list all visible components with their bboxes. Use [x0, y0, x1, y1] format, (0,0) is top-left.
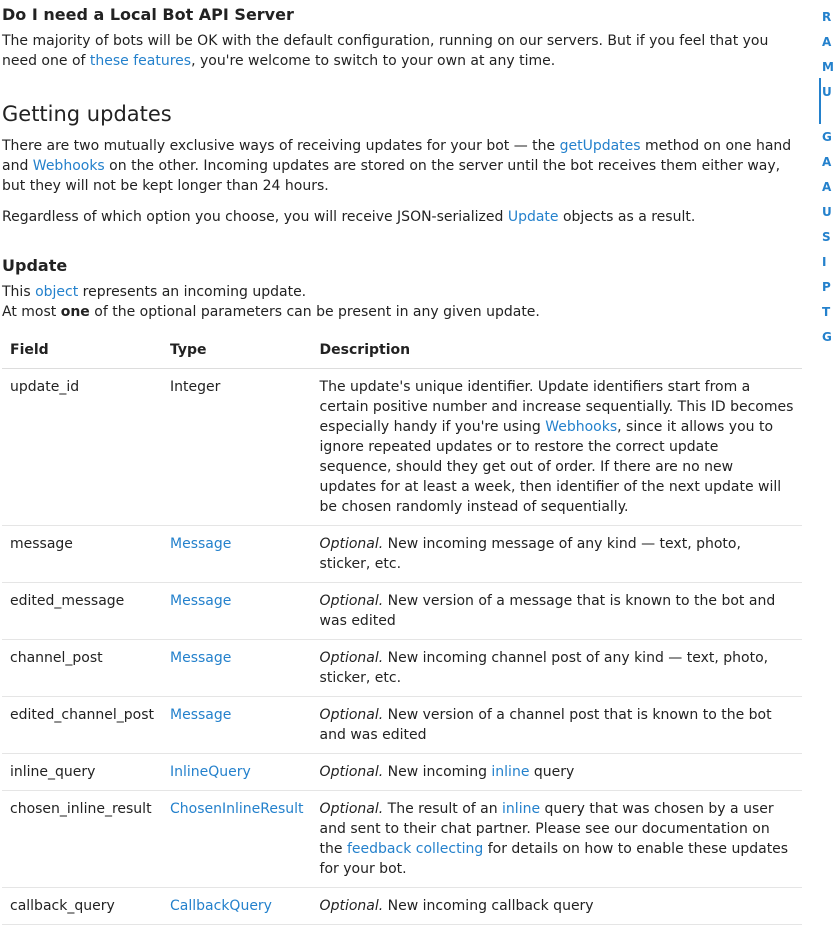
description-text: , since it allows you to ignore repeated updates or to restore the correct update sequence, should they get out of order. If there are no new updates for at least a week, then identifier of the next update will be chosen randomly instead of sequentially. [319, 419, 782, 515]
field-name: chosen_inline_result [2, 791, 162, 888]
type-link[interactable]: Message [170, 593, 232, 609]
optional-label: Optional. [319, 593, 384, 609]
type-link[interactable]: Message [170, 536, 232, 552]
field-type-cell [162, 640, 312, 697]
table-row [2, 791, 802, 888]
object-link[interactable]: object [35, 284, 79, 300]
field-type-cell [162, 697, 312, 754]
table-row [2, 640, 802, 697]
side-nav-item[interactable]: A [822, 155, 832, 169]
side-nav-item[interactable]: U [822, 85, 832, 99]
type-link[interactable]: Message [170, 707, 232, 723]
update-fields-table [2, 332, 802, 925]
getting-updates-paragraph-2: Regardless of which option you choose, you will receive JSON-serialized Update objects as a result. [2, 209, 696, 225]
description-text: New version of a channel post that is known to the bot and was edited [319, 707, 772, 743]
optional-label: Optional. [319, 650, 384, 666]
field-description [312, 369, 802, 526]
field-name: edited_message [2, 583, 162, 640]
field-type-cell [162, 526, 312, 583]
description-text: for details on how to enable these updates for your bot. [319, 841, 789, 877]
field-name: callback_query [2, 888, 162, 925]
type-link[interactable]: Message [170, 650, 232, 666]
optional-label: Optional. [319, 536, 384, 552]
side-nav-item[interactable]: G [822, 330, 832, 344]
description-link[interactable]: feedback collecting [346, 841, 484, 857]
update-link[interactable]: Update [507, 209, 559, 225]
field-name: message [2, 526, 162, 583]
description-text: query [529, 764, 575, 780]
description-text: New incoming callback query [383, 898, 594, 914]
table-row [2, 583, 802, 640]
side-navigation [819, 0, 834, 930]
optional-label: Optional. [319, 898, 384, 914]
description-text: New version of a message that is known to the bot and was edited [319, 593, 776, 629]
side-nav-item[interactable]: U [822, 205, 832, 219]
side-nav-item[interactable]: M [822, 60, 834, 74]
local-server-heading: Do I need a Local Bot API Server [2, 5, 294, 24]
description-text: The result of an [383, 801, 503, 817]
header-description: Description [312, 332, 802, 369]
side-nav-item[interactable]: T [822, 305, 831, 319]
field-type-cell [162, 888, 312, 925]
table-row [2, 754, 802, 791]
nav-active-indicator [819, 78, 821, 124]
type-link[interactable]: InlineQuery [170, 764, 251, 780]
update-description: This object represents an incoming update. [2, 284, 307, 300]
field-description [312, 640, 802, 697]
header-field: Field [2, 332, 162, 369]
side-nav-item[interactable]: R [822, 10, 832, 24]
side-nav-item[interactable]: G [822, 130, 832, 144]
type-label: Integer [170, 379, 221, 395]
optional-label: Optional. [319, 764, 384, 780]
side-nav-item[interactable]: P [822, 280, 831, 294]
update-heading: Update [2, 256, 68, 275]
webhooks-link[interactable]: Webhooks [32, 158, 105, 174]
optional-label: Optional. [319, 707, 384, 723]
table-row [2, 888, 802, 925]
side-nav-item[interactable]: A [822, 180, 832, 194]
field-description [312, 791, 802, 888]
description-link[interactable]: inline [491, 764, 530, 780]
getupdates-link[interactable]: getUpdates [559, 138, 641, 154]
field-description [312, 888, 802, 925]
description-link[interactable]: inline [502, 801, 541, 817]
table-row [2, 697, 802, 754]
table-header-row [2, 332, 802, 369]
local-server-paragraph: The majority of bots will be OK with the default configuration, running on our servers. But if you feel that you need one of these features, you're welcome to switch to your own at any time. [2, 33, 769, 69]
description-text: New incoming channel post of any kind — text, photo, sticker, etc. [319, 650, 769, 686]
description-text: query that was chosen by a user and sent to their chat partner. Please see our documentation on the [319, 801, 774, 857]
description-text: The update's unique identifier. Update identifiers start from a certain positive number and increase sequentially. This ID becomes especially handy if you're using [319, 379, 794, 435]
description-text: New incoming message of any kind — text, photo, sticker, etc. [319, 536, 741, 572]
field-description [312, 526, 802, 583]
field-description [312, 697, 802, 754]
type-link[interactable]: CallbackQuery [170, 898, 272, 914]
field-type-cell [162, 754, 312, 791]
side-nav-item[interactable]: I [822, 255, 827, 269]
field-description [312, 583, 802, 640]
field-type-cell [162, 583, 312, 640]
getting-updates-heading: Getting updates [2, 102, 172, 126]
field-name: channel_post [2, 640, 162, 697]
type-link[interactable]: ChosenInlineResult [170, 801, 304, 817]
table-row [2, 369, 802, 526]
these-features-link[interactable]: these features [89, 53, 192, 69]
table-row [2, 526, 802, 583]
optional-label: Optional. [319, 801, 384, 817]
update-note: At most one of the optional parameters can be present in any given update. [2, 304, 540, 320]
description-text: New incoming [383, 764, 492, 780]
field-description [312, 754, 802, 791]
field-type-cell [162, 369, 312, 526]
field-name: update_id [2, 369, 162, 526]
field-type-cell [162, 791, 312, 888]
side-nav-item[interactable]: A [822, 35, 832, 49]
description-link[interactable]: Webhooks [545, 419, 618, 435]
getting-updates-paragraph-1: There are two mutually exclusive ways of receiving updates for your bot — the getUpdates method on one hand and Webhooks on the other. Incoming updates are stored on the server until the bot receives them either way, but they will not be kept longer than 24 hours. [2, 138, 792, 194]
side-nav-item[interactable]: S [822, 230, 831, 244]
header-type: Type [162, 332, 312, 369]
field-name: edited_channel_post [2, 697, 162, 754]
field-name: inline_query [2, 754, 162, 791]
